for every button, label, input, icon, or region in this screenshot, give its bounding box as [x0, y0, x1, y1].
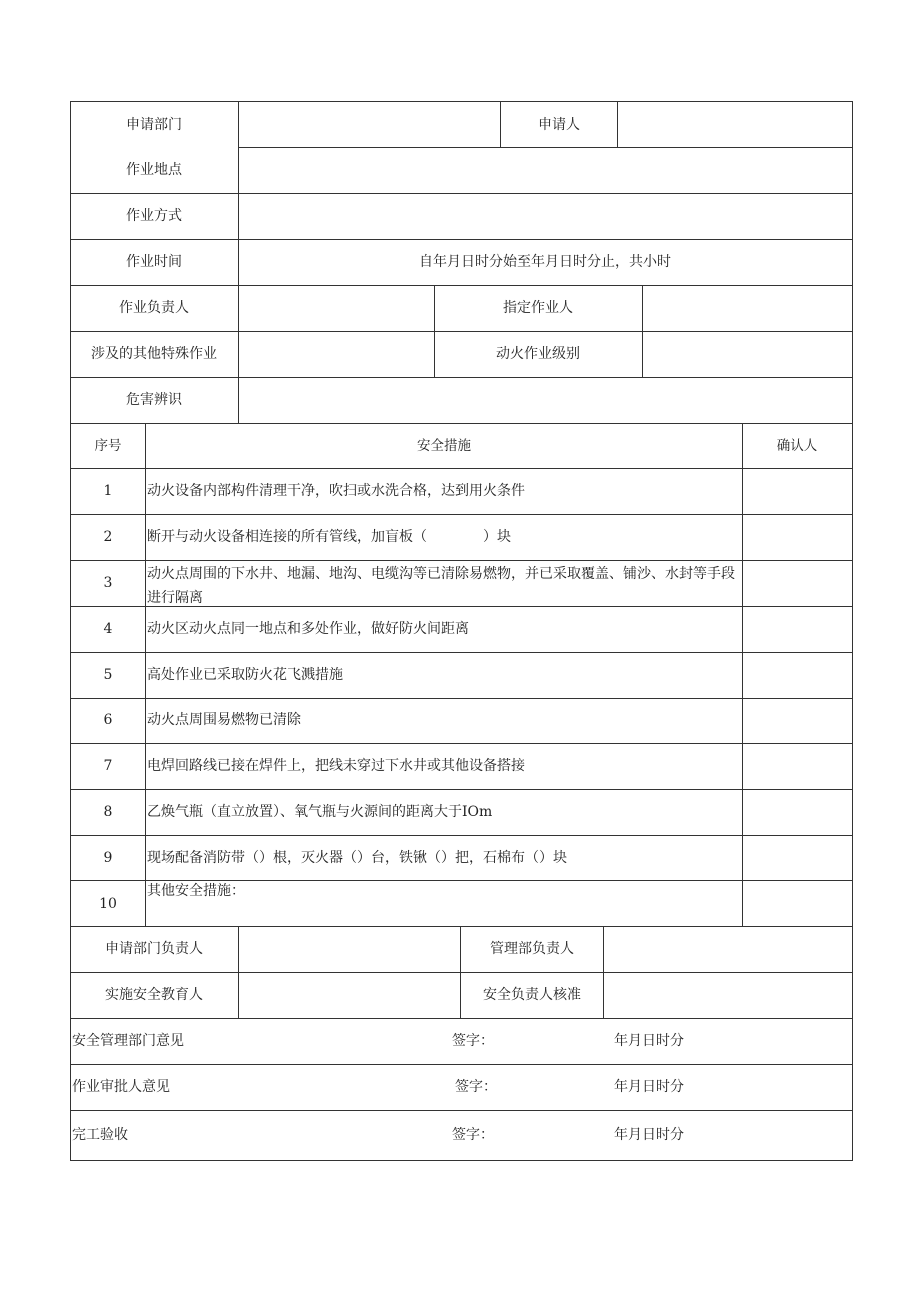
educator-label: 实施安全教育人 — [105, 987, 203, 1003]
measure-no: 6 — [103, 712, 113, 728]
completion-label: 完工验收 — [72, 1127, 128, 1143]
row-divider — [70, 377, 853, 378]
approver-opinion: 作业审批人意见 — [72, 1079, 170, 1095]
sign-label: 签字： — [452, 1033, 494, 1049]
col-divider — [617, 101, 618, 147]
col-divider — [742, 423, 743, 926]
date-label: 年月日时分 — [614, 1033, 684, 1049]
row-divider — [238, 147, 853, 148]
measure-text: 高处作业已采取防火花飞溅措施 — [147, 667, 343, 683]
location-label: 作业地点 — [126, 162, 182, 178]
row-divider — [70, 743, 853, 744]
dept-head-label: 申请部门负责人 — [105, 941, 203, 957]
time-label: 作业时间 — [126, 254, 182, 270]
col-divider — [238, 926, 239, 1018]
sign-label: 签字： — [452, 1127, 494, 1143]
hazard-label: 危害辨识 — [126, 392, 182, 408]
col-divider — [460, 926, 461, 1018]
row-divider — [70, 423, 853, 424]
measure-text: 其他安全措施： — [147, 883, 245, 899]
row-divider — [70, 926, 853, 927]
row-divider — [70, 468, 853, 469]
method-label: 作业方式 — [126, 208, 182, 224]
measure-no: 1 — [103, 483, 113, 499]
row-divider — [70, 193, 853, 194]
measure-no: 10 — [99, 896, 117, 912]
measure-no: 9 — [103, 850, 113, 866]
col-divider — [238, 101, 239, 423]
measure-no: 4 — [103, 621, 113, 637]
measure-no: 5 — [103, 667, 113, 683]
applicant-label: 申请人 — [538, 117, 580, 133]
measure-text: 电焊回路线已接在焊件上，把线未穿过下水井或其他设备搭接 — [147, 758, 525, 774]
measure-text: 动火设备内部构件清理干净，吹扫或水洗合格，达到用火条件 — [147, 483, 525, 499]
measure-no: 8 — [103, 804, 113, 820]
col-divider — [603, 926, 604, 1018]
measure-text: 断开与动火设备相连接的所有管线，加盲板（ ）块 — [147, 529, 511, 545]
fire-level-label: 动火作业级别 — [496, 346, 580, 362]
row-divider — [70, 606, 853, 607]
col-divider — [642, 285, 643, 377]
row-divider — [70, 698, 853, 699]
other-special-label: 涉及的其他特殊作业 — [91, 346, 217, 362]
row-divider — [70, 1064, 853, 1065]
safety-dept-opinion: 安全管理部门意见 — [72, 1033, 184, 1049]
row-divider — [70, 789, 853, 790]
row-divider — [70, 880, 853, 881]
measure-text: 乙焕气瓶（直立放置）、氧气瓶与火源间的距离大于IOm — [147, 804, 493, 820]
row-divider — [70, 835, 853, 836]
assigned-worker-label: 指定作业人 — [503, 300, 573, 316]
mgmt-head-label: 管理部负责人 — [490, 941, 574, 957]
safety-head-label: 安全负责人核准 — [483, 987, 581, 1003]
date-label: 年月日时分 — [614, 1079, 684, 1095]
row-divider — [70, 514, 853, 515]
col-no-header: 序号 — [94, 438, 122, 454]
measure-text: 现场配备消防带（）根，灭火器（）台，铁锹（）把，石棉布（）块 — [147, 850, 567, 866]
measure-no: 2 — [103, 529, 113, 545]
row-divider — [70, 1110, 853, 1111]
row-divider — [70, 560, 853, 561]
leader-label: 作业负责人 — [119, 300, 189, 316]
row-divider — [70, 652, 853, 653]
row-divider — [70, 972, 853, 973]
measure-no: 7 — [103, 758, 113, 774]
col-divider — [145, 423, 146, 926]
row-divider — [70, 285, 853, 286]
row-divider — [70, 239, 853, 240]
measure-no: 3 — [103, 575, 113, 591]
time-value: 自年月日时分始至年月日时分止，共小时 — [419, 254, 671, 270]
measure-text: 动火点周围易燃物已清除 — [147, 712, 301, 728]
measure-text: 动火区动火点同一地点和多处作业，做好防火间距离 — [147, 621, 469, 637]
row-divider — [70, 331, 853, 332]
col-measure-header: 安全措施 — [417, 438, 471, 454]
col-divider — [434, 285, 435, 377]
sign-label: 签字： — [455, 1079, 497, 1095]
measure-text: 动火点周围的下水井、地漏、地沟、电缆沟等已清除易燃物，并已采取覆盖、铺沙、水封等手段进行隔离 — [147, 566, 735, 606]
col-confirm-header: 确认人 — [776, 438, 818, 454]
date-label: 年月日时分 — [614, 1127, 684, 1143]
row-divider — [70, 1018, 853, 1019]
apply-dept-label: 申请部门 — [126, 117, 182, 133]
col-divider — [500, 101, 501, 147]
